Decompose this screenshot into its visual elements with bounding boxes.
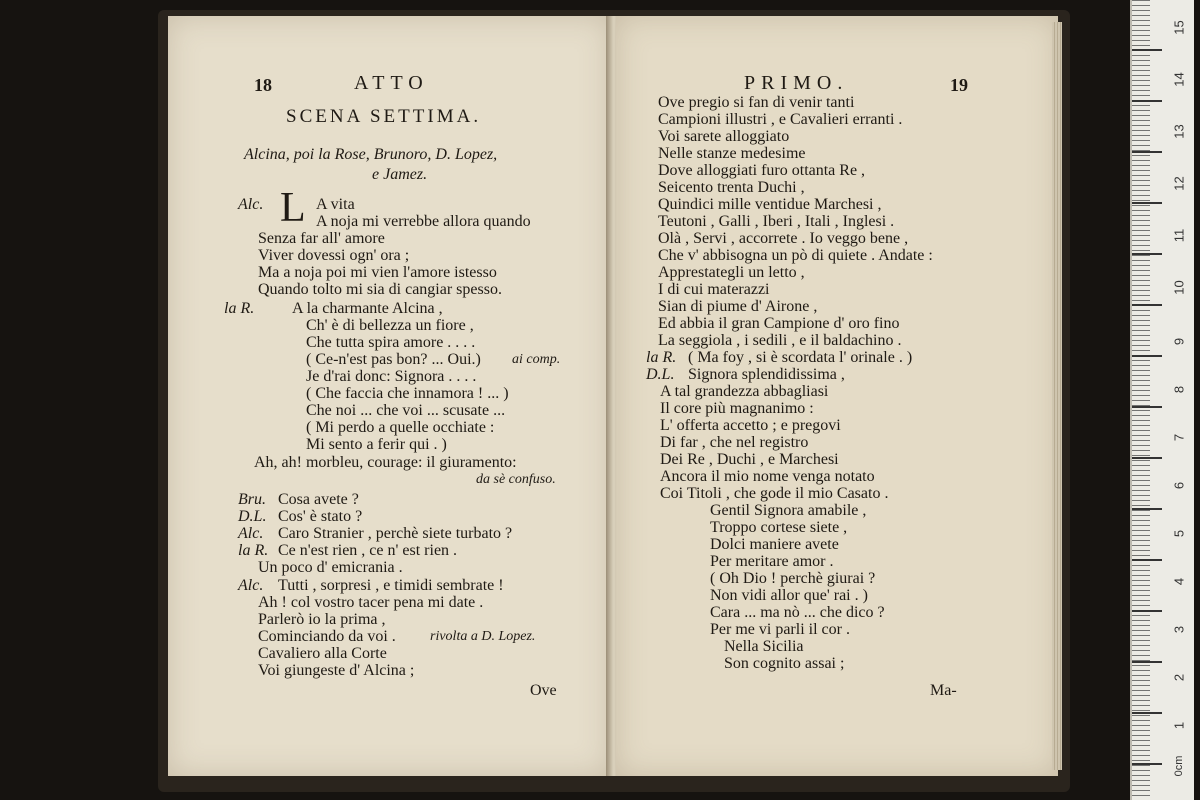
ruler-number: 2 — [1171, 673, 1187, 682]
verse-line: Di far , che nel registro — [660, 434, 809, 451]
ruler-number: 10 — [1171, 280, 1187, 295]
verse-line: Il core più magnanimo : — [660, 400, 814, 417]
verse-line: Parlerò io la prima , — [258, 611, 386, 628]
ruler-number: 5 — [1171, 529, 1187, 538]
verse-line: Quindici mille ventidue Marchesi , — [658, 196, 882, 213]
speaker-label: la R. — [238, 542, 269, 559]
verse-line: Cara ... ma nò ... che dico ? — [710, 604, 885, 621]
speaker-label: la R. — [646, 349, 677, 366]
ruler-major-ticks — [1132, 0, 1162, 800]
verse-line: Campioni illustri , e Cavalieri erranti . — [658, 111, 903, 128]
verse-line: Troppo cortese siete , — [710, 519, 848, 536]
verse-line: Cavaliero alla Corte — [258, 645, 387, 662]
catchword: Ove — [530, 682, 557, 699]
scene-title: SCENA SETTIMA. — [286, 106, 482, 127]
speaker-label: Alc. — [238, 196, 264, 213]
verse-line: Coi Titoli , che gode il mio Casato . — [660, 485, 889, 502]
verse-line: Viver dovessi ogn' ora ; — [258, 247, 410, 264]
characters-line-1: Alcina, poi la Rose, Brunoro, D. Lopez, — [244, 146, 498, 163]
speaker-label: D.L. — [646, 366, 675, 383]
left-page-number: 18 — [254, 75, 272, 95]
page-edges — [1052, 22, 1062, 770]
speaker-label: la R. — [224, 300, 255, 317]
verse-line: Seicento trenta Duchi , — [658, 179, 805, 196]
speaker-label: Alc. — [238, 577, 264, 594]
verse-line: ( Ce-n'est pas bon? ... Oui.) — [306, 351, 481, 368]
speaker-label: Bru. — [238, 491, 266, 508]
verse-line: Dolci maniere avete — [710, 536, 839, 553]
verse-line: Olà , Servi , accorrete . Io veggo bene , — [658, 230, 909, 247]
verse-line: Ed abbia il gran Campione d' oro fino — [658, 315, 900, 332]
catchword: Ma- — [930, 682, 957, 699]
verse-line: ( Oh Dio ! perchè giurai ? — [710, 570, 876, 587]
verse-line: A tal grandezza abbagliasi — [660, 383, 829, 400]
verse-line: Voi giungeste d' Alcina ; — [258, 662, 415, 679]
speaker-label: Alc. — [238, 525, 264, 542]
ruler-number: 13 — [1171, 124, 1187, 139]
ruler-number: 15 — [1171, 20, 1187, 35]
verse-line: Signora splendidissima , — [688, 366, 845, 383]
stage-direction: ai comp. — [512, 352, 561, 367]
verse-line: Sian di piume d' Airone , — [658, 298, 818, 315]
ruler-number: 12 — [1171, 176, 1187, 191]
stage-direction: da sè confuso. — [476, 472, 556, 487]
verse-line: Ce n'est rien , ce n' est rien . — [278, 542, 458, 559]
verse-line: Non vidi allor que' rai . ) — [710, 587, 868, 604]
ruler-number: 14 — [1171, 72, 1187, 87]
verse-line: Mi sento a ferir qui . ) — [306, 436, 447, 453]
left-page — [168, 16, 610, 776]
verse-line: Che tutta spira amore . . . . — [306, 334, 476, 351]
verse-line: Caro Stranier , perchè siete turbato ? — [278, 525, 513, 542]
verse-line: Quando tolto mi sia di cangiar spesso. — [258, 281, 502, 298]
verse-line: Un poco d' emicrania . — [258, 559, 403, 576]
verse-line: ( Che faccia che innamora ! ... ) — [306, 385, 509, 402]
verse-line: Ah ! col vostro tacer pena mi date . — [258, 594, 484, 611]
verse-line: Ch' è di bellezza un fiore , — [306, 317, 474, 334]
ruler-number: 1 — [1171, 721, 1187, 730]
verse-line: ( Mi perdo a quelle occhiate : — [306, 419, 495, 436]
verse-line: Che v' abbisogna un pò di quiete . Andate : — [658, 247, 933, 264]
verse-line: ( Ma foy , si è scordata l' orinale . ) — [688, 349, 913, 366]
verse-line: Ah, ah! morbleu, courage: il giuramento: — [254, 454, 517, 471]
verse-line: Ma a noja poi mi vien l'amore istesso — [258, 264, 497, 281]
left-running-head: ATTO — [354, 72, 429, 94]
verse-line: Dei Re , Duchi , e Marchesi — [660, 451, 839, 468]
verse-line: A noja mi verrebbe allora quando — [316, 213, 531, 230]
verse-line: Voi sarete alloggiato — [658, 128, 790, 145]
verse-line: Son cognito assai ; — [724, 655, 845, 672]
drop-initial: L — [280, 185, 306, 231]
verse-line: Cominciando da voi . — [258, 628, 396, 645]
ruler-number: 4 — [1171, 577, 1187, 586]
right-page-number: 19 — [950, 75, 968, 95]
ruler-number: 9 — [1171, 337, 1187, 346]
verse-line: Tutti , sorpresi , e timidi sembrate ! — [278, 577, 504, 594]
measurement-ruler — [1130, 0, 1194, 800]
verse-line: Ove pregio si fan di venir tanti — [658, 94, 855, 111]
verse-line: La seggiola , i sedili , e il baldachino . — [658, 332, 902, 349]
right-page — [616, 16, 1058, 776]
ruler-number: 6 — [1171, 481, 1187, 490]
characters-line-2: e Jamez. — [372, 166, 428, 183]
verse-line: Ancora il mio nome venga notato — [660, 468, 875, 485]
ruler-number: 3 — [1171, 625, 1187, 634]
ruler-number: 11 — [1171, 228, 1187, 243]
verse-line: Teutoni , Galli , Iberi , Itali , Inglesi . — [658, 213, 895, 230]
verse-line: Che noi ... che voi ... scusate ... — [306, 402, 506, 419]
verse-line: I di cui materazzi — [658, 281, 770, 298]
right-running-head: PRIMO. — [744, 72, 849, 94]
verse-line: Apprestategli un letto , — [658, 264, 805, 281]
verse-line: Cos' è stato ? — [278, 508, 363, 525]
verse-line: A vita — [316, 196, 355, 213]
verse-line: Cosa avete ? — [278, 491, 359, 508]
verse-line: L' offerta accetto ; e pregovi — [660, 417, 841, 434]
ruler-number: 7 — [1171, 433, 1187, 442]
speaker-label: D.L. — [238, 508, 267, 525]
verse-line: Per meritare amor . — [710, 553, 834, 570]
verse-line: Nelle stanze medesime — [658, 145, 806, 162]
verse-line: Gentil Signora amabile , — [710, 502, 867, 519]
verse-line: Je d'rai donc: Signora . . . . — [306, 368, 477, 385]
verse-line: A la charmante Alcina , — [292, 300, 443, 317]
stage-direction: rivolta a D. Lopez. — [430, 629, 536, 644]
verse-line: Per me vi parli il cor . — [710, 621, 850, 638]
verse-line: Dove alloggiati furo ottanta Re , — [658, 162, 866, 179]
verse-line: Senza far all' amore — [258, 230, 385, 247]
ruler-unit-label: 0cm — [1173, 755, 1185, 777]
verse-line: Nella Sicilia — [724, 638, 804, 655]
ruler-number: 8 — [1171, 385, 1187, 394]
